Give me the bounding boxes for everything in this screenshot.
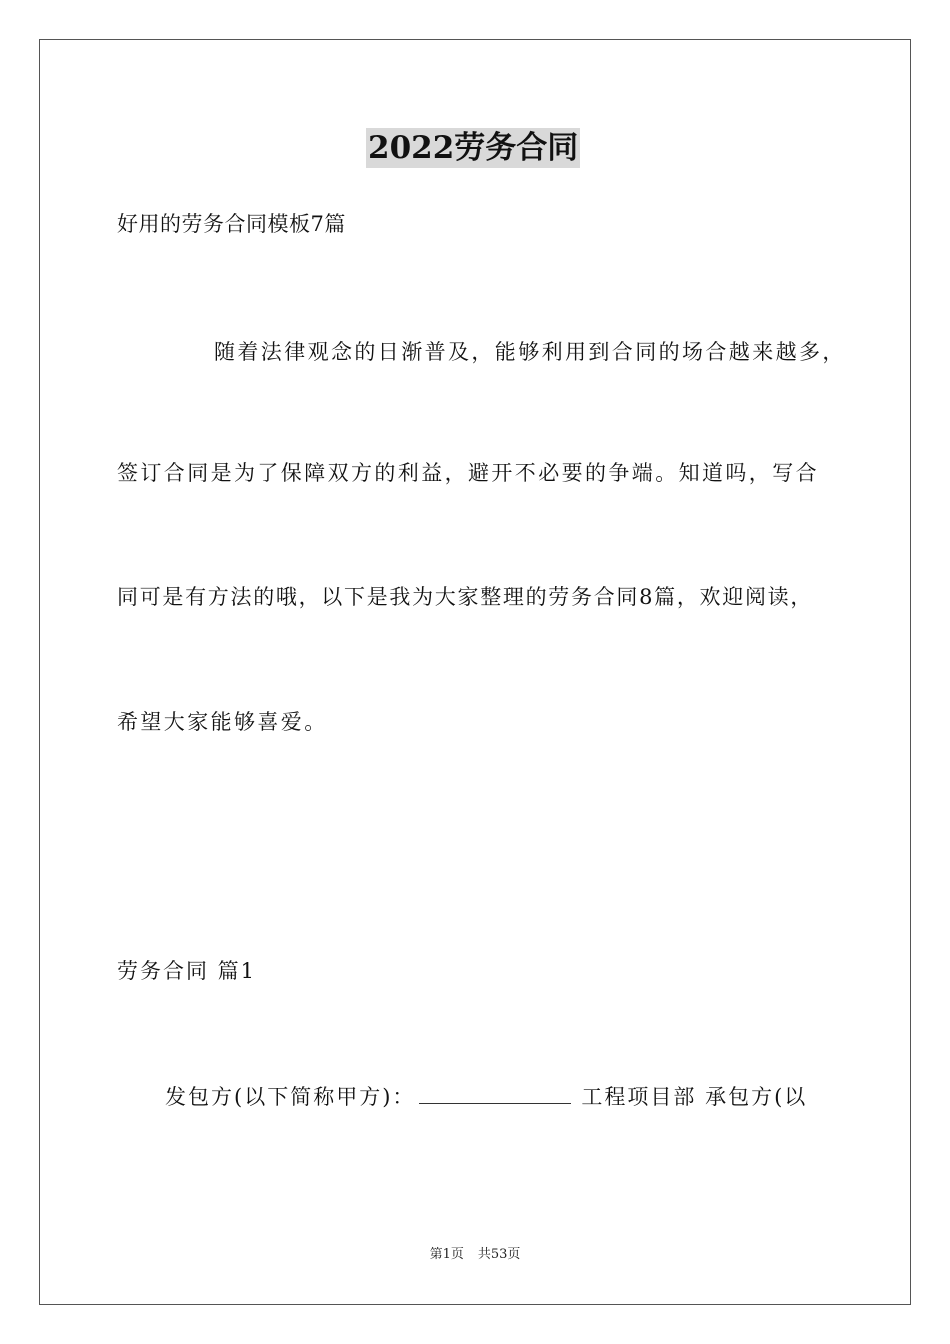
party-line: [165, 1081, 807, 1111]
intro-paragraph-line-4: 希望大家能够喜爱。: [117, 710, 328, 734]
document-subtitle: 好用的劳务合同模板7篇: [117, 212, 346, 236]
section-heading: 劳务合同 篇1: [117, 959, 257, 983]
party-continuation: 工程项目部 承包方(以: [581, 1085, 808, 1109]
fill-in-blank: [419, 1081, 571, 1104]
total-pages: 共53页: [477, 1247, 521, 1262]
intro-paragraph-line-1: 随着法律观念的日渐普及，能够利用到合同的场合越来越多，: [214, 340, 846, 364]
page-footer: [0, 1246, 950, 1264]
intro-paragraph-line-3: 同可是有方法的哦，以下是我为大家整理的劳务合同8篇，欢迎阅读，: [117, 585, 814, 609]
current-page-number: 第1页: [429, 1247, 464, 1262]
document-title: 2022劳务合同: [368, 130, 579, 166]
party-label: 发包方(以下简称甲方)：: [165, 1085, 416, 1109]
intro-paragraph-line-2: 签订合同是为了保障双方的利益，避开不必要的争端。知道吗，写合: [117, 461, 819, 485]
